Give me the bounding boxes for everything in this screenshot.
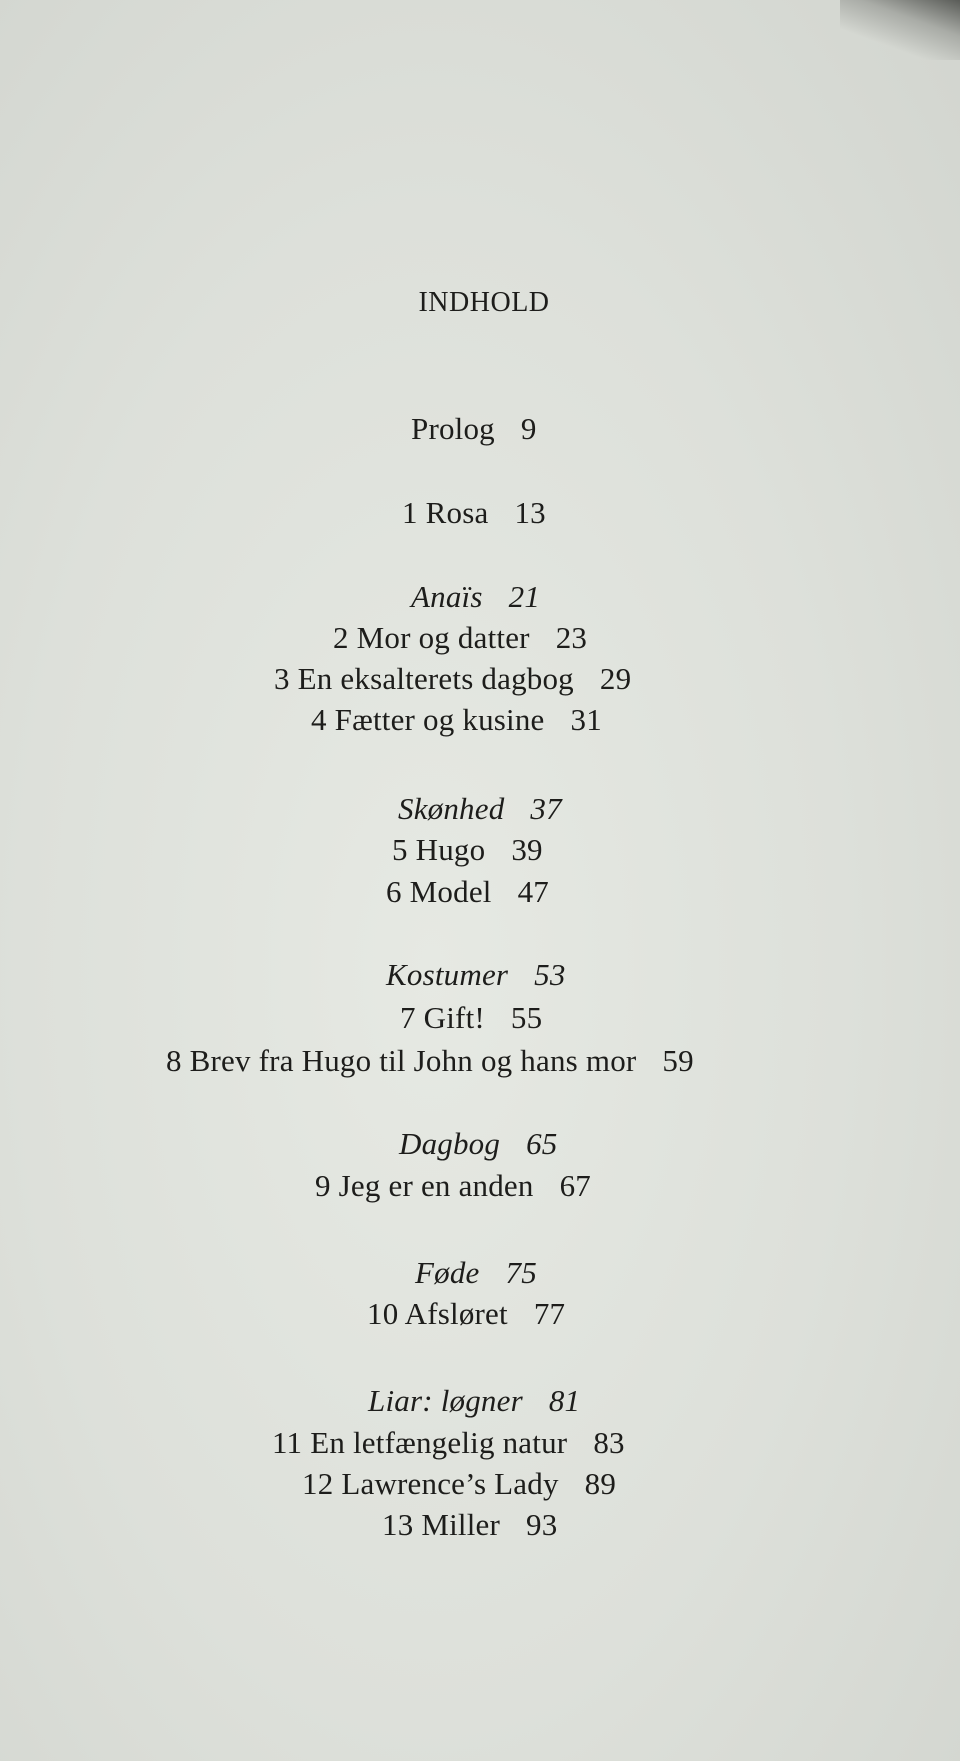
toc-entry-1 — [402, 495, 546, 531]
toc-entry-7 — [400, 1000, 542, 1036]
entry-title: 10 Afsløret — [367, 1296, 508, 1331]
toc-entry-2 — [333, 620, 587, 656]
entry-title: 5 Hugo — [392, 832, 486, 867]
entry-page: 77 — [533, 1296, 566, 1331]
section-page: 37 — [530, 791, 562, 826]
entry-title: 4 Fætter og kusine — [311, 702, 545, 737]
entry-title: 12 Lawrence’s Lady — [302, 1466, 559, 1501]
entry-page: 89 — [584, 1466, 617, 1501]
section-title: Dagbog — [399, 1126, 501, 1161]
toc-entry-11 — [272, 1425, 625, 1461]
entry-title: 11 En letfængelig natur — [272, 1425, 568, 1460]
entry-page: 23 — [555, 620, 588, 655]
entry-title: 9 Jeg er en anden — [315, 1168, 534, 1203]
page-edge-shadow — [840, 0, 960, 60]
toc-section-anais — [411, 579, 540, 615]
toc-entry-12 — [302, 1466, 616, 1502]
toc-entry-6 — [386, 874, 549, 910]
entry-title: Prolog — [411, 411, 495, 446]
entry-title: 7 Gift! — [400, 1000, 485, 1035]
section-title: Liar: løgner — [368, 1383, 523, 1418]
toc-entry-13 — [382, 1507, 557, 1543]
entry-page: 9 — [520, 411, 537, 446]
section-page: 65 — [526, 1126, 558, 1161]
toc-section-liar — [368, 1383, 580, 1419]
toc-entry-8 — [166, 1043, 694, 1079]
section-page: 75 — [505, 1255, 537, 1290]
entry-page: 39 — [511, 832, 543, 867]
section-title: Kostumer — [386, 957, 509, 992]
entry-page: 59 — [662, 1043, 694, 1078]
entry-title: 1 Rosa — [402, 495, 489, 530]
section-title: Anaïs — [411, 579, 483, 614]
entry-page: 83 — [593, 1425, 625, 1460]
entry-page: 29 — [599, 661, 632, 696]
entry-page: 47 — [517, 874, 549, 909]
toc-heading: INDHOLD — [418, 287, 550, 318]
toc-section-skonhed — [398, 791, 562, 827]
entry-page: 93 — [526, 1507, 558, 1542]
entry-title: 8 Brev fra Hugo til John og hans mor — [166, 1043, 637, 1078]
toc-entry-3 — [274, 661, 631, 697]
section-page: 81 — [548, 1383, 581, 1418]
section-page: 21 — [508, 579, 541, 614]
entry-page: 13 — [514, 495, 546, 530]
section-page: 53 — [534, 957, 566, 992]
entry-page: 55 — [510, 1000, 543, 1035]
toc-section-fode — [415, 1255, 537, 1291]
toc-entry-prolog — [411, 411, 537, 447]
entry-title: 3 En eksalterets dagbog — [274, 661, 574, 696]
toc-entry-9 — [315, 1168, 591, 1204]
toc-entry-4 — [311, 702, 602, 738]
entry-page: 31 — [570, 702, 602, 737]
toc-entry-10 — [367, 1296, 565, 1332]
entry-title: 13 Miller — [382, 1507, 501, 1542]
entry-page: 67 — [559, 1168, 591, 1203]
entry-title: 2 Mor og datter — [333, 620, 530, 655]
section-title: Skønhed — [398, 791, 505, 826]
entry-title: 6 Model — [386, 874, 492, 909]
section-title: Føde — [415, 1255, 480, 1290]
toc-section-kostumer — [386, 957, 566, 993]
toc-section-dagbog — [399, 1126, 558, 1162]
toc-entry-5 — [392, 832, 543, 868]
